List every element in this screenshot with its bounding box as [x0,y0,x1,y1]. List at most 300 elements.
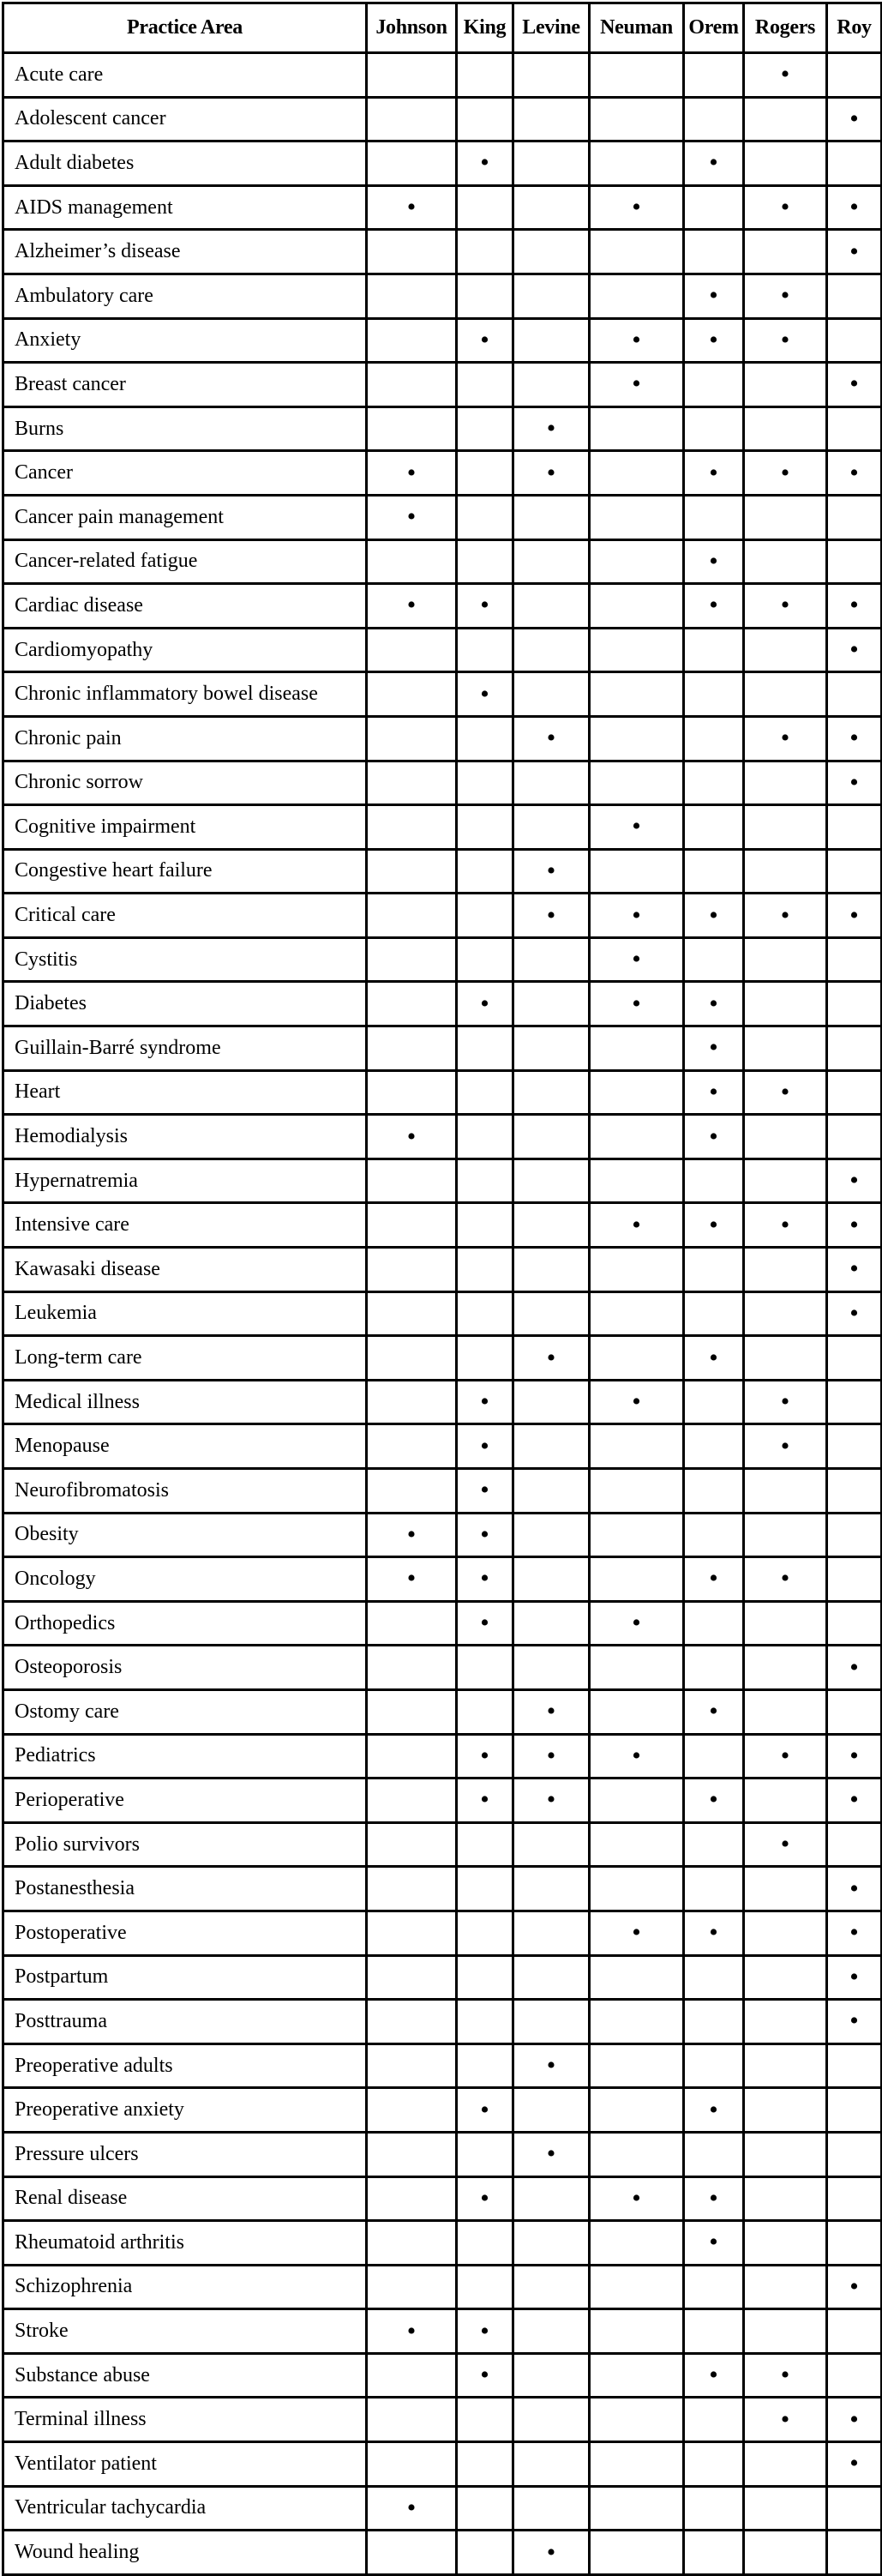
mark-cell-roy [827,539,882,584]
header-levine: Levine [513,3,590,53]
bullet-mark: • [849,635,859,665]
bullet-mark: • [406,2316,417,2345]
mark-cell-neuman [590,1734,684,1779]
mark-cell-rogers [744,230,827,274]
practice-area-cell: Polio survivors [3,1822,367,1867]
mark-cell-johnson [367,716,457,761]
mark-cell-johnson [367,1248,457,1292]
mark-cell-king [457,1248,513,1292]
mark-cell-king [457,1070,513,1115]
mark-cell-johnson [367,141,457,186]
mark-cell-orem [684,1424,744,1469]
bullet-mark: • [780,591,790,620]
mark-cell-levine [513,894,590,938]
practice-area-cell: Kawasaki disease [3,1248,367,1292]
mark-cell-rogers [744,2398,827,2442]
mark-cell-roy [827,451,882,496]
mark-cell-roy [827,2398,882,2442]
mark-cell-king [457,363,513,407]
header-orem: Orem [684,3,744,53]
mark-cell-neuman [590,1336,684,1381]
mark-cell-rogers [744,2132,827,2176]
mark-cell-orem [684,274,744,318]
bullet-mark: • [480,1609,489,1638]
mark-cell-roy [827,2176,882,2221]
mark-cell-roy [827,1822,882,1867]
mark-cell-king [457,2088,513,2133]
table-row [3,1291,882,1336]
practice-area-cell: Terminal illness [3,2398,367,2442]
mark-cell-king [457,53,513,98]
mark-cell-levine [513,1867,590,1911]
mark-cell-rogers [744,539,827,584]
mark-cell-orem [684,805,744,850]
table-row [3,628,882,672]
mark-cell-king [457,894,513,938]
practice-area-cell: Heart [3,1070,367,1115]
mark-cell-roy [827,406,882,451]
practice-area-cell: Postoperative [3,1911,367,1955]
practice-area-cell: Pressure ulcers [3,2132,367,2176]
bullet-mark: • [546,1785,556,1815]
mark-cell-levine [513,1336,590,1381]
mark-cell-rogers [744,2221,827,2266]
mark-cell-roy [827,1513,882,1557]
mark-cell-roy [827,1159,882,1203]
bullet-mark: • [709,1077,718,1106]
practice-area-cell: Congestive heart failure [3,849,367,894]
mark-cell-rogers [744,805,827,850]
bullet-mark: • [849,2007,859,2036]
bullet-mark: • [546,1697,556,1726]
mark-cell-roy [827,894,882,938]
practice-area-cell: Medical illness [3,1380,367,1424]
bullet-mark: • [709,2361,718,2390]
mark-cell-johnson [367,274,457,318]
mark-cell-levine [513,1955,590,2000]
mark-cell-johnson [367,2309,457,2354]
mark-cell-neuman [590,584,684,629]
mark-cell-neuman [590,2221,684,2266]
practice-area-cell: Preoperative adults [3,2043,367,2088]
mark-cell-levine [513,539,590,584]
mark-cell-johnson [367,1424,457,1469]
mark-cell-roy [827,2265,882,2309]
bullet-mark: • [480,989,489,1018]
mark-cell-orem [684,1513,744,1557]
mark-cell-neuman [590,539,684,584]
bullet-mark: • [406,458,417,487]
mark-cell-levine [513,716,590,761]
practice-area-cell: Leukemia [3,1291,367,1336]
mark-cell-johnson [367,1734,457,1779]
mark-cell-roy [827,1601,882,1646]
mark-cell-roy [827,274,882,318]
mark-cell-orem [684,2176,744,2221]
mark-cell-levine [513,2442,590,2487]
bullet-mark: • [709,148,718,178]
mark-cell-neuman [590,1689,684,1734]
mark-cell-johnson [367,1867,457,1911]
mark-cell-levine [513,185,590,230]
mark-cell-orem [684,1822,744,1867]
bullet-mark: • [406,1520,417,1549]
mark-cell-neuman [590,230,684,274]
mark-cell-rogers [744,1380,827,1424]
mark-cell-levine [513,406,590,451]
mark-cell-king [457,274,513,318]
practice-area-cell: Acute care [3,53,367,98]
mark-cell-johnson [367,982,457,1026]
mark-cell-johnson [367,672,457,717]
mark-cell-johnson [367,1291,457,1336]
practice-area-cell: Ventricular tachycardia [3,2486,367,2531]
mark-cell-king [457,2309,513,2354]
mark-cell-neuman [590,2132,684,2176]
mark-cell-neuman [590,672,684,717]
mark-cell-orem [684,495,744,539]
mark-cell-levine [513,1911,590,1955]
mark-cell-king [457,1734,513,1779]
practice-area-cell: Chronic inflammatory bowel disease [3,672,367,717]
mark-cell-king [457,937,513,982]
mark-cell-roy [827,628,882,672]
mark-cell-orem [684,2043,744,2088]
mark-cell-orem [684,1248,744,1292]
mark-cell-king [457,2043,513,2088]
mark-cell-levine [513,849,590,894]
mark-cell-orem [684,141,744,186]
mark-cell-johnson [367,495,457,539]
mark-cell-johnson [367,1115,457,1159]
mark-cell-king [457,1380,513,1424]
mark-cell-levine [513,584,590,629]
mark-cell-johnson [367,1822,457,1867]
bullet-mark: • [709,458,718,487]
mark-cell-levine [513,1026,590,1071]
table-row [3,318,882,363]
bullet-mark: • [709,1122,718,1151]
mark-cell-roy [827,2309,882,2354]
practice-area-cell: Diabetes [3,982,367,1026]
mark-cell-king [457,1026,513,1071]
table-row [3,584,882,629]
mark-cell-orem [684,1203,744,1248]
mark-cell-roy [827,141,882,186]
mark-cell-johnson [367,1646,457,1690]
mark-cell-levine [513,1469,590,1514]
mark-cell-neuman [590,1159,684,1203]
mark-cell-king [457,849,513,894]
mark-cell-neuman [590,2043,684,2088]
bullet-mark: • [780,1431,790,1460]
mark-cell-johnson [367,2043,457,2088]
bullet-mark: • [406,503,417,532]
bullet-mark: • [849,193,859,222]
practice-area-cell: Cardiac disease [3,584,367,629]
mark-cell-rogers [744,1867,827,1911]
bullet-mark: • [849,1166,859,1195]
bullet-mark: • [480,148,489,178]
mark-cell-roy [827,937,882,982]
mark-cell-levine [513,672,590,717]
mark-cell-johnson [367,97,457,141]
mark-cell-neuman [590,2398,684,2442]
mark-cell-levine [513,363,590,407]
mark-cell-rogers [744,97,827,141]
mark-cell-levine [513,1601,590,1646]
practice-area-cell: Breast cancer [3,363,367,407]
practice-area-cell: Cancer [3,451,367,496]
mark-cell-rogers [744,2309,827,2354]
bullet-mark: • [709,281,718,310]
bullet-mark: • [709,2228,718,2257]
mark-cell-king [457,406,513,451]
mark-cell-johnson [367,230,457,274]
mark-cell-orem [684,1380,744,1424]
table-row [3,539,882,584]
mark-cell-king [457,1689,513,1734]
bullet-mark: • [406,193,417,222]
mark-cell-roy [827,1336,882,1381]
table-row [3,185,882,230]
practice-area-cell: Substance abuse [3,2353,367,2398]
mark-cell-roy [827,2043,882,2088]
mark-cell-neuman [590,2486,684,2531]
mark-cell-neuman [590,2265,684,2309]
mark-cell-roy [827,716,882,761]
bullet-mark: • [780,1077,790,1106]
mark-cell-levine [513,628,590,672]
mark-cell-johnson [367,1380,457,1424]
bullet-mark: • [709,1697,718,1726]
bullet-mark: • [849,767,859,797]
table-row [3,2442,882,2487]
table-row [3,761,882,805]
practice-area-cell: Hypernatremia [3,1159,367,1203]
mark-cell-levine [513,805,590,850]
mark-cell-neuman [590,1779,684,1823]
practice-area-cell: Rheumatoid arthritis [3,2221,367,2266]
mark-cell-king [457,495,513,539]
practice-area-cell: Renal disease [3,2176,367,2221]
mark-cell-orem [684,1469,744,1514]
bullet-mark: • [480,2316,489,2345]
mark-cell-roy [827,1248,882,1292]
mark-cell-neuman [590,1601,684,1646]
header-practice-area: Practice Area [3,3,367,53]
mark-cell-neuman [590,185,684,230]
bullet-mark: • [406,591,417,620]
practice-area-cell: Preoperative anxiety [3,2088,367,2133]
mark-cell-roy [827,1911,882,1955]
mark-cell-rogers [744,1557,827,1602]
mark-cell-rogers [744,2265,827,2309]
mark-cell-neuman [590,1248,684,1292]
mark-cell-king [457,1822,513,1867]
bullet-mark: • [780,2361,790,2390]
practice-area-cell: AIDS management [3,185,367,230]
mark-cell-roy [827,1115,882,1159]
practice-area-cell: Obesity [3,1513,367,1557]
mark-cell-rogers [744,2000,827,2044]
mark-cell-roy [827,1689,882,1734]
practice-area-cell: Anxiety [3,318,367,363]
mark-cell-neuman [590,937,684,982]
practice-area-cell: Oncology [3,1557,367,1602]
mark-cell-rogers [744,2531,827,2575]
bullet-mark: • [632,1387,641,1417]
mark-cell-johnson [367,1513,457,1557]
bullet-mark: • [406,2493,417,2522]
mark-cell-johnson [367,584,457,629]
bullet-mark: • [709,2095,718,2124]
mark-cell-king [457,628,513,672]
bullet-mark: • [480,1431,489,1460]
table-row [3,982,882,1026]
mark-cell-roy [827,2132,882,2176]
mark-cell-johnson [367,761,457,805]
bullet-mark: • [780,281,790,310]
table-row [3,2221,882,2266]
mark-cell-rogers [744,1955,827,2000]
mark-cell-roy [827,1070,882,1115]
bullet-mark: • [780,900,790,930]
mark-cell-orem [684,1955,744,2000]
mark-cell-levine [513,2265,590,2309]
mark-cell-king [457,2132,513,2176]
mark-cell-johnson [367,318,457,363]
mark-cell-neuman [590,982,684,1026]
mark-cell-neuman [590,805,684,850]
mark-cell-levine [513,274,590,318]
mark-cell-roy [827,495,882,539]
table-row [3,2531,882,2575]
bullet-mark: • [632,1918,641,1947]
mark-cell-rogers [744,1070,827,1115]
mark-cell-neuman [590,2000,684,2044]
table-row [3,1867,882,1911]
bullet-mark: • [849,900,859,930]
mark-cell-neuman [590,363,684,407]
practice-area-cell: Wound healing [3,2531,367,2575]
mark-cell-orem [684,1601,744,1646]
bullet-mark: • [632,370,641,399]
mark-cell-neuman [590,318,684,363]
header-neuman: Neuman [590,3,684,53]
mark-cell-orem [684,761,744,805]
mark-cell-king [457,1779,513,1823]
mark-cell-johnson [367,1689,457,1734]
practice-area-cell: Ambulatory care [3,274,367,318]
mark-cell-rogers [744,2043,827,2088]
table-row [3,2088,882,2133]
mark-cell-rogers [744,1469,827,1514]
bullet-mark: • [780,1830,790,1859]
bullet-mark: • [709,591,718,620]
mark-cell-levine [513,2221,590,2266]
header-rogers: Rogers [744,3,827,53]
mark-cell-king [457,2265,513,2309]
bullet-mark: • [546,2051,556,2080]
bullet-mark: • [780,1564,790,1593]
table-row [3,53,882,98]
bullet-mark: • [632,989,641,1018]
mark-cell-levine [513,2132,590,2176]
bullet-mark: • [632,900,641,930]
mark-cell-johnson [367,1955,457,2000]
mark-cell-roy [827,849,882,894]
mark-cell-johnson [367,2176,457,2221]
bullet-mark: • [480,2095,489,2124]
practice-area-cell: Ventilator patient [3,2442,367,2487]
mark-cell-roy [827,1026,882,1071]
mark-cell-king [457,1513,513,1557]
mark-cell-neuman [590,2531,684,2575]
table-row [3,1557,882,1602]
mark-cell-rogers [744,141,827,186]
bullet-mark: • [480,2361,489,2390]
mark-cell-neuman [590,2442,684,2487]
mark-cell-rogers [744,672,827,717]
mark-cell-king [457,982,513,1026]
practice-area-cell: Stroke [3,2309,367,2354]
mark-cell-king [457,141,513,186]
mark-cell-levine [513,1734,590,1779]
mark-cell-johnson [367,894,457,938]
mark-cell-roy [827,761,882,805]
mark-cell-levine [513,318,590,363]
bullet-mark: • [849,1652,859,1682]
table-row [3,1070,882,1115]
mark-cell-orem [684,53,744,98]
mark-cell-roy [827,2221,882,2266]
mark-cell-king [457,2176,513,2221]
mark-cell-orem [684,451,744,496]
mark-cell-king [457,451,513,496]
table-row [3,937,882,982]
bullet-mark: • [780,193,790,222]
header-king: King [457,3,513,53]
practice-area-cell: Schizophrenia [3,2265,367,2309]
bullet-mark: • [849,2272,859,2301]
practice-area-cell: Postpartum [3,1955,367,2000]
mark-cell-king [457,1911,513,1955]
mark-cell-johnson [367,1779,457,1823]
mark-cell-rogers [744,1601,827,1646]
mark-cell-orem [684,2353,744,2398]
table-row [3,1336,882,1381]
mark-cell-king [457,2398,513,2442]
bullet-mark: • [780,458,790,487]
table-row [3,2000,882,2044]
bullet-mark: • [849,1255,859,1284]
mark-cell-orem [684,2000,744,2044]
mark-cell-levine [513,2309,590,2354]
table-row [3,1779,882,1823]
bullet-mark: • [849,2449,859,2478]
mark-cell-neuman [590,451,684,496]
mark-cell-rogers [744,495,827,539]
table-row [3,2398,882,2442]
mark-cell-neuman [590,406,684,451]
mark-cell-orem [684,2265,744,2309]
bullet-mark: • [849,1874,859,1903]
mark-cell-johnson [367,805,457,850]
practice-area-cell: Menopause [3,1424,367,1469]
mark-cell-orem [684,2088,744,2133]
mark-cell-rogers [744,53,827,98]
